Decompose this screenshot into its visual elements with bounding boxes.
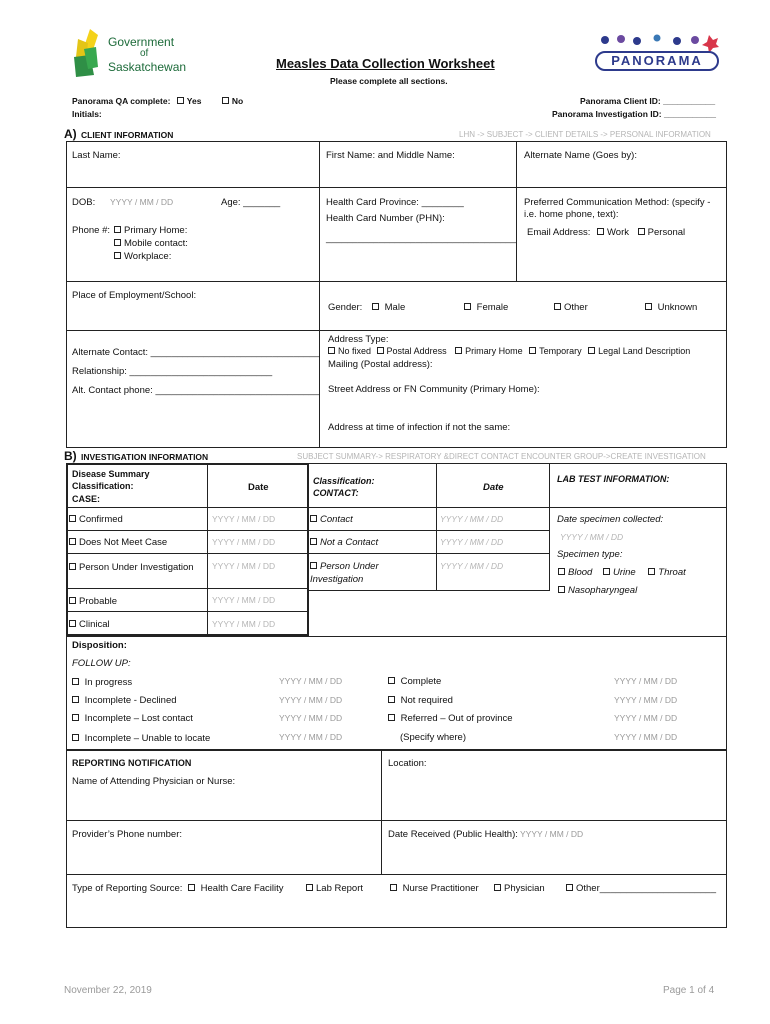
source-lab: Lab Report <box>306 883 363 894</box>
blood-checkbox[interactable] <box>558 568 565 575</box>
qa-no-checkbox[interactable] <box>222 97 229 104</box>
alt-phone-label: Alt. Contact phone: _______________________________ <box>72 385 320 396</box>
hc-province-label: Health Card Province: ________ <box>326 197 464 208</box>
source-other-checkbox[interactable] <box>566 884 573 891</box>
other-checkbox[interactable] <box>554 303 561 310</box>
contact-date-1[interactable]: YYYY / MM / DD <box>440 514 504 524</box>
contact-label-2: CONTACT: <box>313 488 359 498</box>
gender-female: Female <box>464 302 508 313</box>
disposition-label: Disposition: <box>72 640 127 651</box>
fu-date-l2[interactable]: YYYY / MM / DD <box>279 695 343 705</box>
relationship-label: Relationship: ___________________________ <box>72 366 273 377</box>
pref-comm-1: Preferred Communication Method: (specify - <box>524 197 711 208</box>
phone-primary: Primary Home: <box>114 225 187 236</box>
qa-complete: Panorama QA complete: Yes No <box>72 96 244 106</box>
contact-date-2[interactable]: YYYY / MM / DD <box>440 537 504 547</box>
email-personal-checkbox[interactable] <box>638 228 645 235</box>
government-logo <box>70 27 185 79</box>
fu-date-r4[interactable]: YYYY / MM / DD <box>614 732 678 742</box>
ds-label-3: CASE: <box>72 494 101 504</box>
gender-unknown: Unknown <box>645 302 697 313</box>
unknown-checkbox[interactable] <box>645 303 652 310</box>
section-b-path: SUBJECT SUMMARY-> RESPIRATORY &DIRECT CONTACT ENCOUNTER GROUP->CREATE INVESTIGATION <box>297 452 706 461</box>
gov-text-2: of <box>140 48 149 59</box>
wheat-icon <box>70 27 104 79</box>
male-checkbox[interactable] <box>372 303 379 310</box>
qa-yes-checkbox[interactable] <box>177 97 184 104</box>
panorama-logo <box>591 33 723 73</box>
reporting-heading: REPORTING NOTIFICATION <box>72 758 192 768</box>
mailing-label: Mailing (Postal address): <box>328 359 433 370</box>
temporary-checkbox[interactable] <box>529 347 536 354</box>
contact-date-header: Date <box>483 482 504 493</box>
email-work-checkbox[interactable] <box>597 228 604 235</box>
specimen-date-label: Date specimen collected: <box>557 514 664 525</box>
specimen-type-label: Specimen type: <box>557 549 623 560</box>
phone-workplace: Workplace: <box>114 251 171 262</box>
gender-label: Gender: <box>328 302 363 313</box>
fu-referred: Referred – Out of province <box>388 713 513 724</box>
source-other: Other______________________ <box>566 883 716 894</box>
gov-text-3: Saskatchewan <box>108 60 187 74</box>
email-row: Email Address: Work Personal <box>527 227 686 238</box>
postal-checkbox[interactable] <box>377 347 384 354</box>
client-id: Panorama Client ID: ___________ <box>580 96 716 106</box>
fu-specify: (Specify where) <box>400 732 466 743</box>
case-not-meet: Does Not Meet Case <box>69 537 167 548</box>
lost-contact-checkbox[interactable] <box>72 714 79 721</box>
case-probable: Probable <box>69 596 117 607</box>
section-a-heading: CLIENT INFORMATION <box>81 130 174 140</box>
pref-comm-2: i.e. home phone, text): <box>524 209 619 220</box>
lab-checkbox[interactable] <box>306 884 313 891</box>
naso-checkbox[interactable] <box>558 586 565 593</box>
fu-lost: Incomplete – Lost contact <box>72 713 193 724</box>
probable-checkbox[interactable] <box>69 597 76 604</box>
page-title: Measles Data Collection Worksheet <box>276 56 495 71</box>
clinical-checkbox[interactable] <box>69 620 76 627</box>
case-date-header: Date <box>248 482 269 493</box>
np-checkbox[interactable] <box>390 884 397 891</box>
case-date-3[interactable]: YYYY / MM / DD <box>212 561 276 571</box>
phone-label: Phone #: <box>72 225 111 236</box>
workplace-checkbox[interactable] <box>114 252 121 259</box>
fu-date-r3[interactable]: YYYY / MM / DD <box>614 713 678 723</box>
location-label: Location: <box>388 758 427 769</box>
primary-home-checkbox[interactable] <box>114 226 121 233</box>
contact-pui-cont: Investigation <box>310 574 364 585</box>
case-date-1[interactable]: YYYY / MM / DD <box>212 514 276 524</box>
female-checkbox[interactable] <box>464 303 471 310</box>
employment-label: Place of Employment/School: <box>72 290 197 301</box>
no-fixed-checkbox[interactable] <box>328 347 335 354</box>
contact-label-1: Classification: <box>313 476 375 486</box>
fu-not-required: Not required <box>388 695 453 706</box>
panorama-wordmark: PANORAMA <box>595 51 719 71</box>
address-type-label: Address Type: <box>328 334 389 345</box>
fu-complete: Complete <box>388 676 441 687</box>
first-name-label: First Name: and Middle Name: <box>326 150 455 161</box>
case-date-5[interactable]: YYYY / MM / DD <box>212 619 276 629</box>
contact-not: Not a Contact <box>310 537 378 548</box>
fu-declined: Incomplete - Declined <box>72 695 177 706</box>
mobile-checkbox[interactable] <box>114 239 121 246</box>
investigation-id: Panorama Investigation ID: ___________ <box>552 109 716 119</box>
page-subtitle: Please complete all sections. <box>330 76 448 86</box>
source-physician: Physician <box>494 883 545 894</box>
footer-page: Page 1 of 4 <box>663 985 715 996</box>
date-received-label: Date Received (Public Health): <box>388 829 518 840</box>
section-b-heading: INVESTIGATION INFORMATION <box>81 452 209 462</box>
age-label: Age: _______ <box>221 197 281 208</box>
case-confirmed: Confirmed <box>69 514 123 525</box>
confirmed-checkbox[interactable] <box>69 515 76 522</box>
fu-date-l4[interactable]: YYYY / MM / DD <box>279 732 343 742</box>
pui-checkbox[interactable] <box>69 563 76 570</box>
case-clinical: Clinical <box>69 619 110 630</box>
section-b-letter: B) <box>64 449 77 463</box>
dob-placeholder[interactable]: YYYY / MM / DD <box>110 197 174 207</box>
footer-date: November 22, 2019 <box>64 985 152 996</box>
specimen-naso: Nasopharyngeal <box>558 585 637 596</box>
case-date-4[interactable]: YYYY / MM / DD <box>212 595 276 605</box>
fu-unable: Incomplete – Unable to locate <box>72 733 210 744</box>
fu-date-l3[interactable]: YYYY / MM / DD <box>279 713 343 723</box>
fu-in-progress: In progress <box>72 677 132 688</box>
follow-up-label: FOLLOW UP: <box>72 658 131 669</box>
address-infection-label: Address at time of infection if not the same: <box>328 422 511 433</box>
prim-home-checkbox[interactable] <box>455 347 462 354</box>
gov-text-1: Government <box>108 35 175 49</box>
physician-label: Name of Attending Physician or Nurse: <box>72 776 236 787</box>
hc-number-line[interactable]: ____________________________________ <box>326 233 517 244</box>
initials-label: Initials: <box>72 109 102 119</box>
contact-pui-checkbox[interactable] <box>310 562 317 569</box>
referred-checkbox[interactable] <box>388 714 395 721</box>
case-pui: Person Under Investigation <box>69 562 194 573</box>
street-label: Street Address or FN Community (Primary Home): <box>328 384 540 395</box>
complete-checkbox[interactable] <box>388 677 395 684</box>
provider-phone-label: Provider’s Phone number: <box>72 829 183 840</box>
ds-label-2: Classification: <box>72 481 134 491</box>
date-received-value[interactable]: YYYY / MM / DD <box>520 829 584 839</box>
in-progress-checkbox[interactable] <box>72 678 79 685</box>
urine-checkbox[interactable] <box>603 568 610 575</box>
address-type-options: No fixed Postal Address Primary Home Temporary Legal Land Description <box>328 346 690 356</box>
lab-heading: LAB TEST INFORMATION: <box>557 474 670 484</box>
contact-contact: Contact <box>310 514 353 525</box>
not-required-checkbox[interactable] <box>388 696 395 703</box>
fu-date-r2[interactable]: YYYY / MM / DD <box>614 695 678 705</box>
contact-date-3[interactable]: YYYY / MM / DD <box>440 561 504 571</box>
not-contact-checkbox[interactable] <box>310 538 317 545</box>
gender-male: Male <box>372 302 405 313</box>
fu-date-l1[interactable]: YYYY / MM / DD <box>279 676 343 686</box>
source-hcf: Health Care Facility <box>188 883 284 894</box>
declined-checkbox[interactable] <box>72 696 79 703</box>
specimen-types: Blood Urine Throat <box>558 567 686 578</box>
throat-checkbox[interactable] <box>648 568 655 575</box>
last-name-label: Last Name: <box>72 150 121 161</box>
not-meet-checkbox[interactable] <box>69 538 76 545</box>
source-np: Nurse Practitioner <box>390 883 479 894</box>
gender-other: Other <box>554 302 588 313</box>
specimen-date[interactable]: YYYY / MM / DD <box>560 532 624 542</box>
unable-locate-checkbox[interactable] <box>72 734 79 741</box>
alt-name-label: Alternate Name (Goes by): <box>524 150 637 161</box>
case-date-2[interactable]: YYYY / MM / DD <box>212 537 276 547</box>
hcf-checkbox[interactable] <box>188 884 195 891</box>
phone-mobile: Mobile contact: <box>114 238 188 249</box>
contact-pui: Person Under <box>310 561 379 572</box>
section-a-letter: A) <box>64 127 77 141</box>
physician-checkbox[interactable] <box>494 884 501 891</box>
alt-contact-label: Alternate Contact: ________________________________ <box>72 347 320 358</box>
dob-label: DOB: <box>72 197 96 208</box>
source-label: Type of Reporting Source: <box>72 883 183 894</box>
legal-land-checkbox[interactable] <box>588 347 595 354</box>
contact-checkbox[interactable] <box>310 515 317 522</box>
hc-number-label: Health Card Number (PHN): <box>326 213 445 224</box>
fu-date-r1[interactable]: YYYY / MM / DD <box>614 676 678 686</box>
ds-label-1: Disease Summary <box>72 469 150 479</box>
section-a-path: LHN -> SUBJECT -> CLIENT DETAILS -> PERSONAL INFORMATION <box>459 130 711 139</box>
